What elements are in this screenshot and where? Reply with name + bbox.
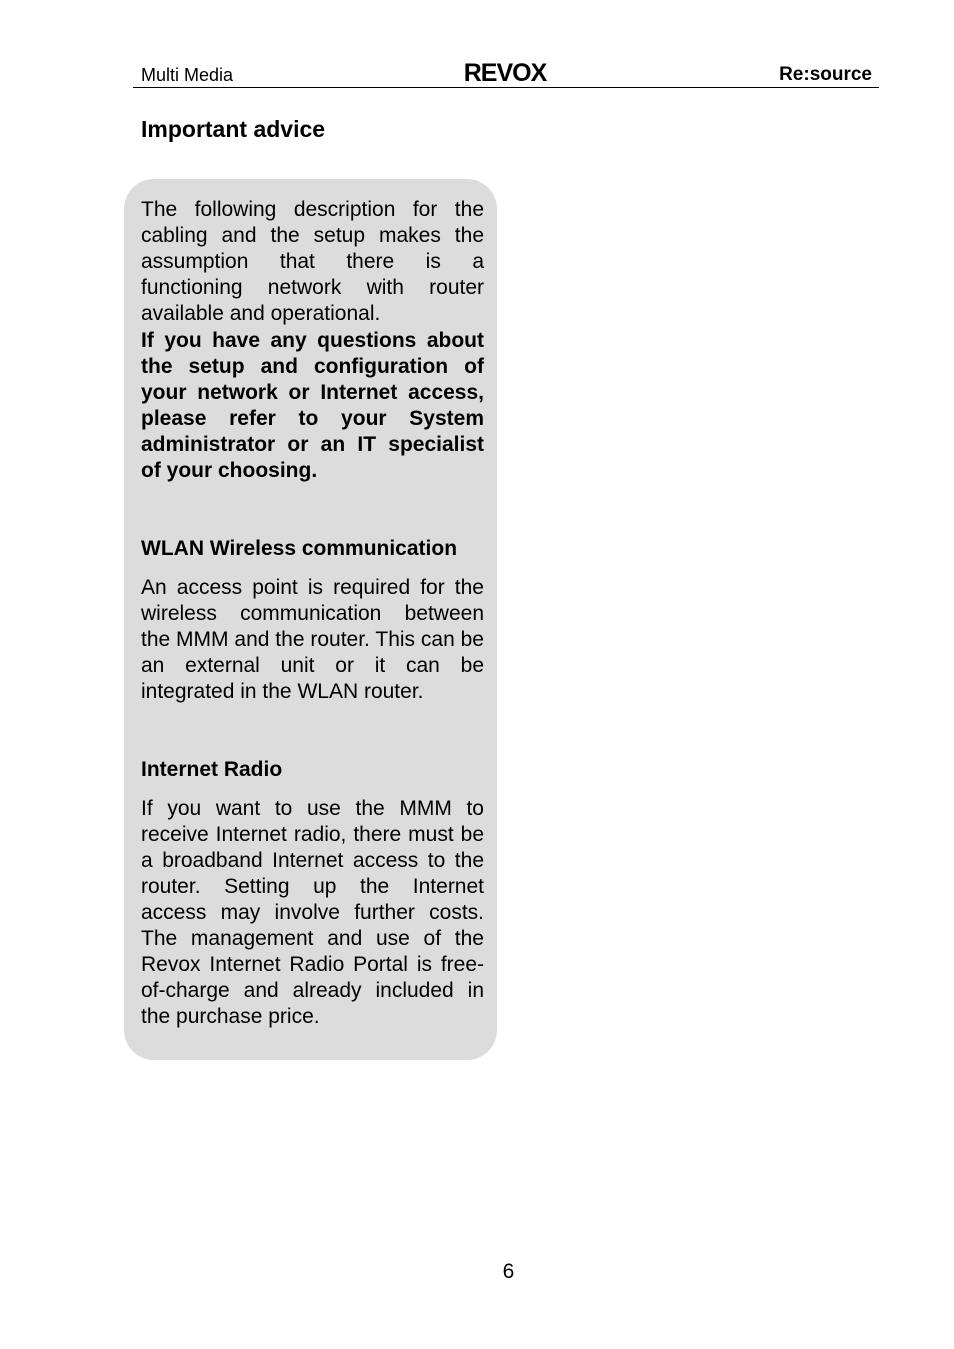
header-product-name: Re:source: [779, 64, 872, 85]
section-heading-internet-radio: Internet Radio: [141, 758, 283, 781]
advice-box: [124, 179, 497, 1060]
header-divider: [133, 87, 879, 88]
notice-paragraph: If you have any questions about the setup and configuration of your network or Internet access, please refer to your System administrator or an IT specialist of your choosing.: [141, 329, 484, 482]
section-text-wlan: An access point is required for the wireless communication between the MMM and the router. This can be an external unit or it can be integrated in the WLAN router.: [141, 576, 484, 703]
header-section-label: Multi Media: [141, 65, 234, 85]
section-heading-wlan: WLAN Wireless communication: [141, 537, 458, 560]
page-number: 6: [502, 1260, 515, 1283]
intro-paragraph: The following description for the cabling and the setup makes the assumption that there is a functioning network with router available and operational.: [141, 198, 484, 325]
revox-logo-text: REVOX: [463, 60, 547, 84]
page-title: Important advice: [141, 116, 326, 142]
section-text-internet-radio: If you want to use the MMM to receive Internet radio, there must be a broadband Internet access to the router. Setting up the Internet access may involve further costs. The management and use of the Revox Internet Radio Portal is free-of-charge and already included in the purchase price.: [141, 797, 484, 1028]
revox-logo: [455, 60, 555, 84]
